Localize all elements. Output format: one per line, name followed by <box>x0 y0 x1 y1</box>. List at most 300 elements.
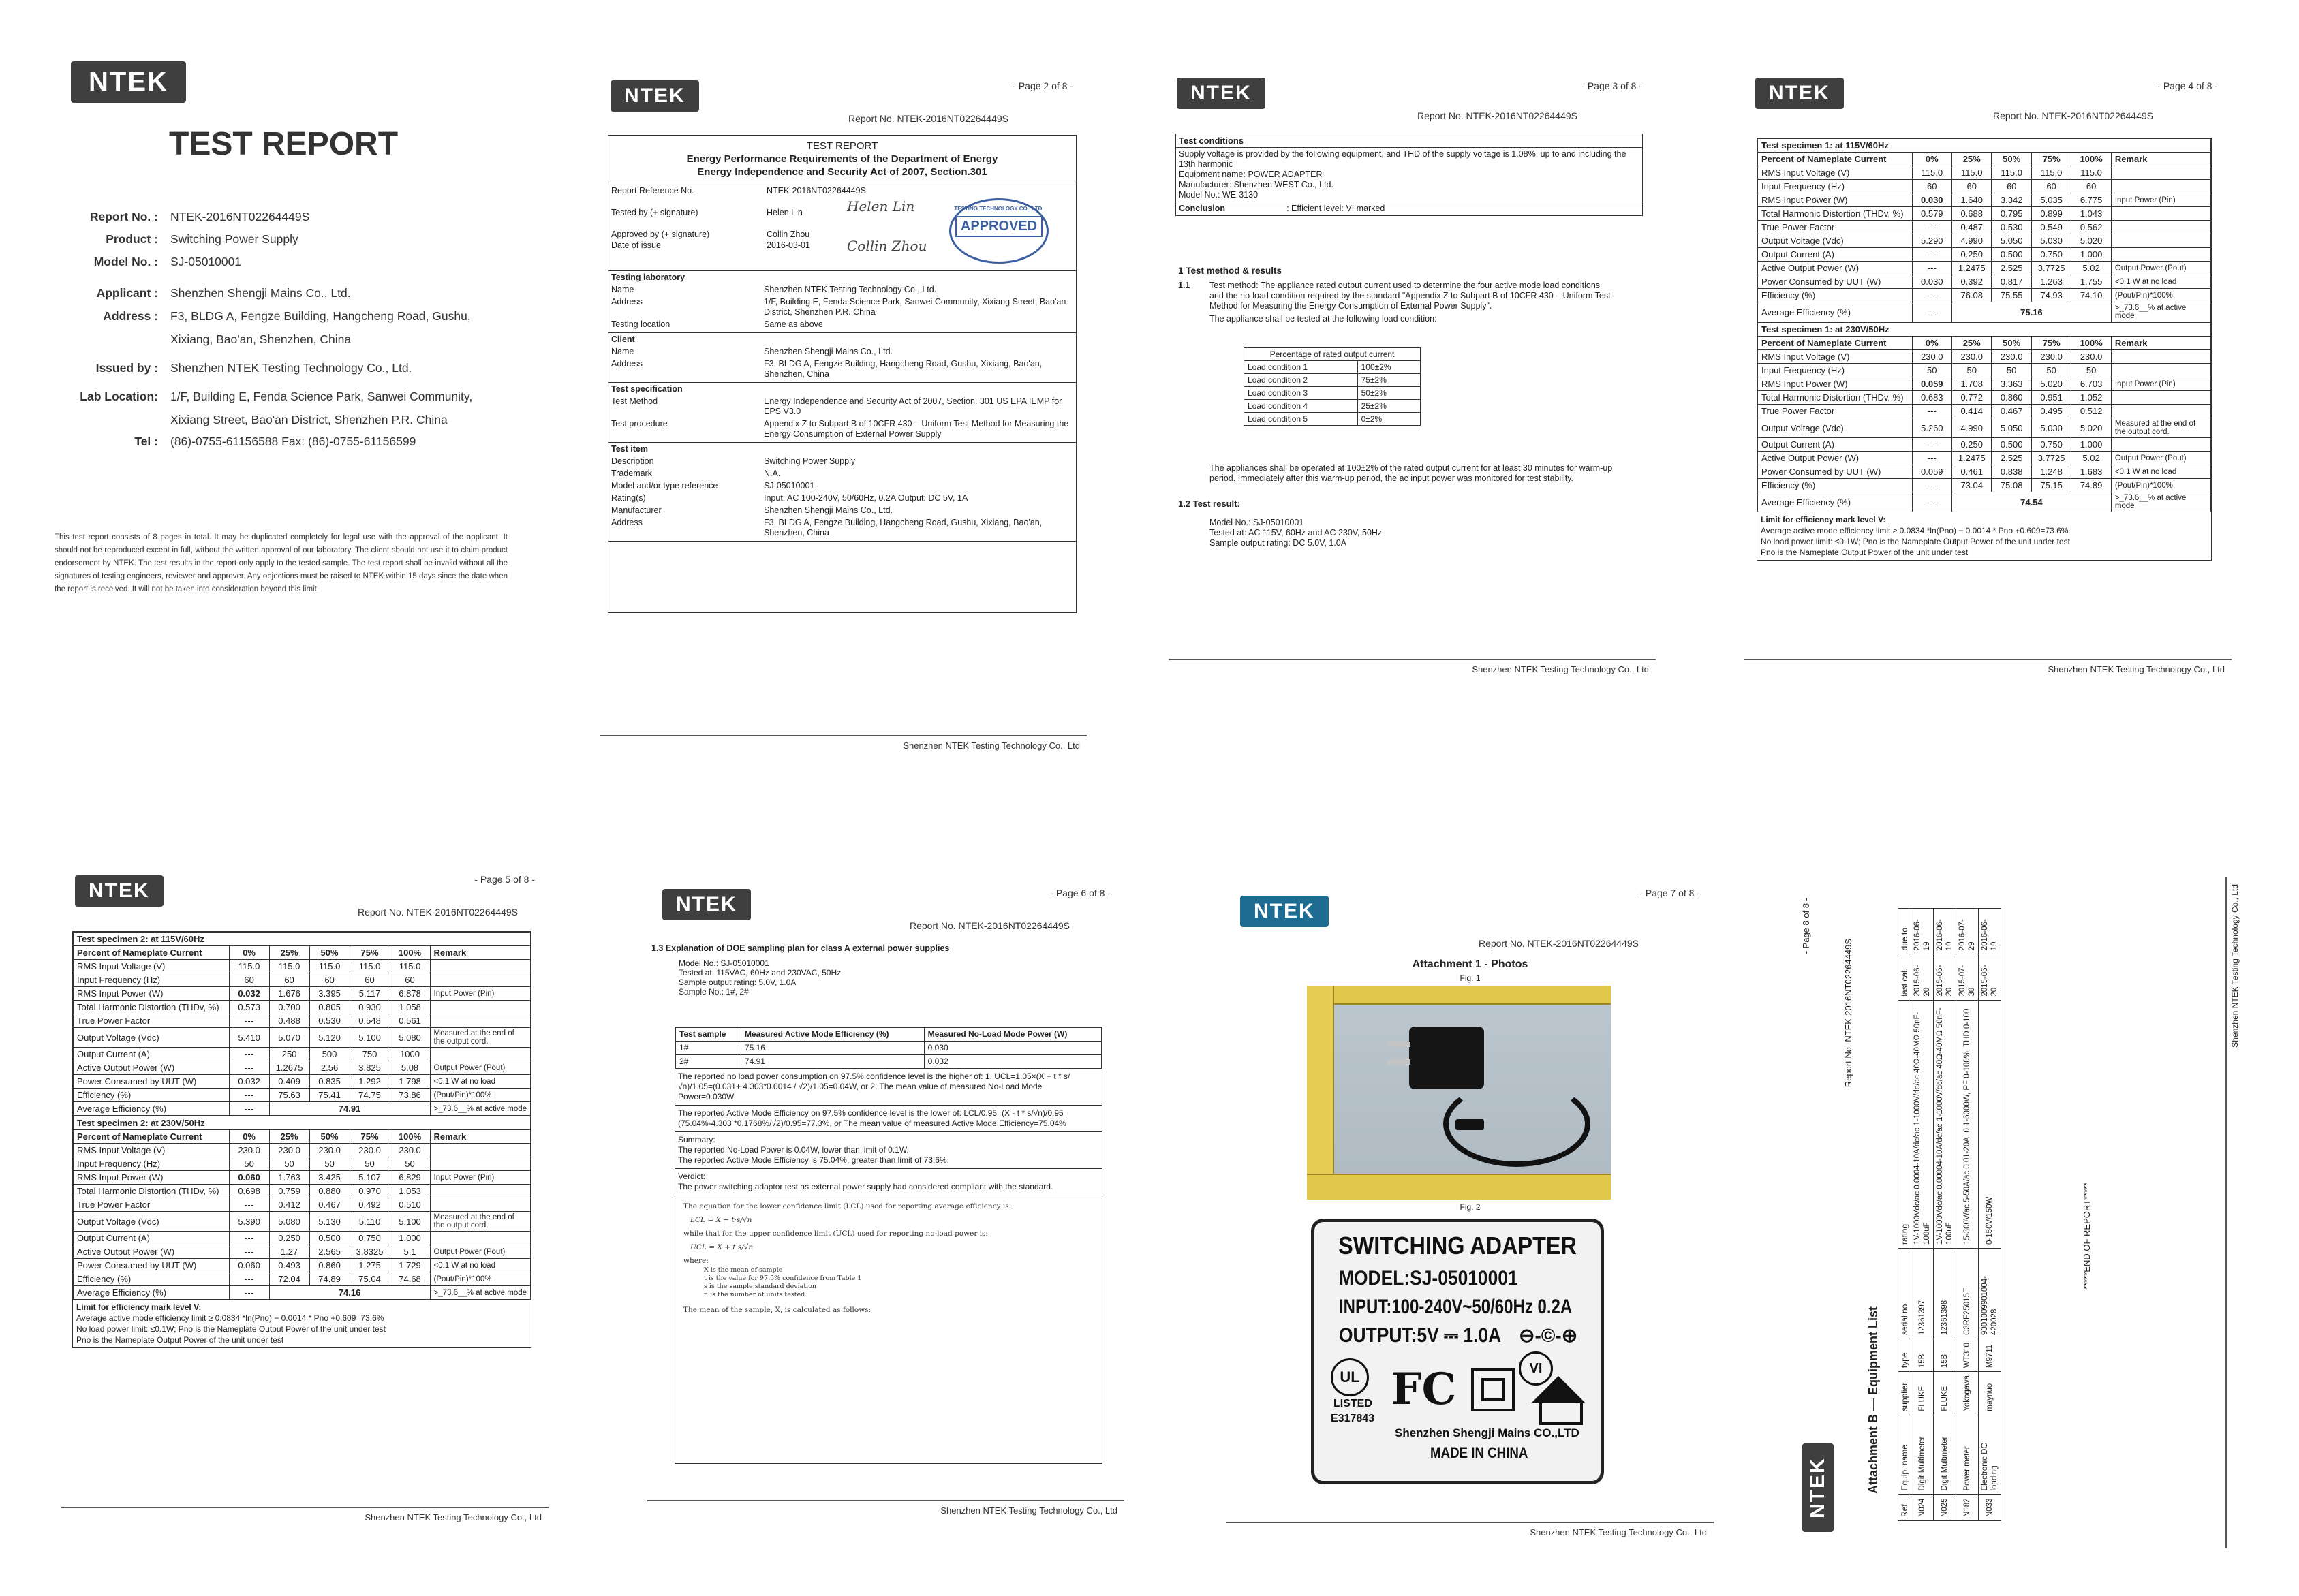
limit-line: No load power limit: ≤0.1W; Pno is the Nameplate Output Power of the unit under test <box>76 1324 386 1334</box>
adapter-prongs <box>1387 1042 1410 1047</box>
row-label: Active Output Power (W) <box>74 1245 230 1259</box>
column-header: 50% <box>1992 153 2031 166</box>
field-value: F3, BLDG A, Fengze Building, Hangcheng Road, Gushu, <box>170 309 471 323</box>
where-line: t is the value for 97.5% confidence from Table 1 <box>704 1274 862 1282</box>
row-value: 1.2675 <box>269 1061 309 1075</box>
specimen-row <box>74 1212 531 1232</box>
row-value: --- <box>1912 479 1951 492</box>
row-value: --- <box>229 1286 269 1300</box>
indoor-house-body <box>1539 1403 1583 1425</box>
adapter-body <box>1409 1027 1484 1089</box>
row-value: 0.530 <box>1992 221 2031 234</box>
row-value: 1.052 <box>2071 391 2111 405</box>
row-value: 5.020 <box>2071 418 2111 438</box>
report-number: Report No. NTEK-2016NT02264449S <box>1417 110 1577 121</box>
equipment-cell: 0-150V/150W <box>1979 1000 2001 1248</box>
formula-intro: The equation for the lower confidence limit (LCL) used for reporting average efficiency is: <box>683 1202 1012 1210</box>
row-value: 5.020 <box>2071 234 2111 248</box>
label-model: MODEL:SJ-05010001 <box>1339 1267 1518 1289</box>
end-of-report: *****END OF REPORT***** <box>2082 1182 2092 1289</box>
page-footer: Shenzhen NTEK Testing Technology Co., Ltd <box>1744 659 2232 674</box>
row-value: 1.000 <box>2071 248 2111 262</box>
field-label: Tel : <box>134 435 158 448</box>
row-value: 0.414 <box>1952 405 1992 418</box>
specimen-row <box>1758 465 2211 479</box>
row-label: Total Harmonic Distortion (THDv, %) <box>74 1001 230 1014</box>
column-header: type <box>1898 1339 1911 1372</box>
row-value: --- <box>1912 248 1951 262</box>
load-row <box>1244 361 1421 374</box>
column-header: 25% <box>269 946 309 960</box>
row-key: Date of issue <box>611 240 661 250</box>
row-value: 1.043 <box>2071 207 2111 221</box>
row-value: 5.035 <box>2031 193 2071 207</box>
row-value: 0.549 <box>2031 221 2071 234</box>
column-header: last cal. <box>1898 954 1911 1000</box>
row-value: --- <box>229 1061 269 1075</box>
column-header: Equip. name <box>1898 1415 1911 1495</box>
specimen-row <box>1758 452 2211 465</box>
section-row <box>611 419 1073 439</box>
specimen-title: Test specimen 1: at 230V/50Hz <box>1758 323 2211 337</box>
load-condition: Load condition 2 <box>1244 374 1358 387</box>
row-remark <box>430 973 530 987</box>
row-value: 50 <box>229 1157 269 1171</box>
row-remark <box>430 1157 530 1171</box>
info-line: Sample No.: 1#, 2# <box>679 987 749 997</box>
load-row <box>1244 400 1421 413</box>
row-value: 5.130 <box>309 1212 350 1232</box>
equipment-cell: 12361397 <box>1911 1248 1934 1339</box>
results-cell: 74.91 <box>741 1055 924 1069</box>
ntek-logo: NTEK <box>1802 1443 1834 1532</box>
row-value: F3, BLDG A, Fengze Building, Hangcheng Road, Gushu, Xixiang, Bao'an, Shenzhen, China <box>764 518 1043 537</box>
equipment-cell: FLUKE <box>1934 1372 1956 1415</box>
row-value: 72.04 <box>269 1272 309 1286</box>
row-value: Input: AC 100-240V, 50/60Hz, 0.2A Output: DC 5V, 1A <box>764 493 968 503</box>
section-row <box>611 518 1073 538</box>
row-value: 0.487 <box>1952 221 1992 234</box>
row-value: 5.390 <box>229 1212 269 1232</box>
info-line: Tested at: 115VAC, 60Hz and 230VAC, 50Hz <box>679 968 842 977</box>
specimen-row <box>1758 262 2211 275</box>
formula-where: where: <box>683 1257 709 1265</box>
fcc-logo-icon: FC <box>1391 1364 1457 1415</box>
ntek-logo: NTEK <box>1240 896 1329 927</box>
row-key: Address <box>611 518 643 527</box>
row-value: 3.395 <box>309 987 350 1001</box>
row-value: Shenzhen Shengji Mains Co., Ltd. <box>764 505 893 515</box>
section-row <box>611 469 1073 479</box>
row-value: 5.030 <box>2031 418 2071 438</box>
condition-line: Equipment name: POWER ADAPTER <box>1179 170 1323 179</box>
specimen-row <box>74 1075 531 1089</box>
row-value: 74.75 <box>350 1089 390 1102</box>
row-value: --- <box>1912 302 1951 322</box>
column-header: Remark <box>2111 337 2210 350</box>
field-label: Lab Location: <box>80 390 158 403</box>
specimen-row <box>1758 418 2211 438</box>
column-header: 100% <box>390 946 430 960</box>
row-label: Output Current (A) <box>74 1048 230 1061</box>
column-header: Remark <box>430 1130 530 1144</box>
row-value: 0.880 <box>309 1185 350 1198</box>
row-value: 74.10 <box>2071 289 2111 302</box>
column-header: Percent of Nameplate Current <box>74 946 230 960</box>
equipment-cell: N033 <box>1979 1495 2001 1521</box>
page-number: - Page 7 of 8 - <box>1639 888 1700 898</box>
row-value: Collin Zhou <box>767 230 810 239</box>
row-value: 0.561 <box>390 1014 430 1028</box>
row-value: N.A. <box>764 469 781 478</box>
adapter-photo <box>1307 986 1611 1200</box>
row-remark <box>430 1198 530 1212</box>
row-value: 3.8325 <box>350 1245 390 1259</box>
row-value: 5.080 <box>269 1212 309 1232</box>
load-condition: Load condition 4 <box>1244 400 1358 413</box>
field-value: NTEK-2016NT02264449S <box>170 210 310 223</box>
specimen-tables-box <box>1757 138 2212 561</box>
equipment-cell: N024 <box>1911 1495 1934 1521</box>
conclusion-label: Conclusion <box>1179 204 1226 213</box>
specimen-row <box>1758 166 2211 180</box>
row-value: 73.86 <box>390 1089 430 1102</box>
column-header: Remark <box>2111 153 2210 166</box>
row-key: Test Method <box>611 396 658 406</box>
where-line: n is the number of units tested <box>704 1291 805 1298</box>
section-title: Test item <box>611 444 648 454</box>
results-header-row <box>676 1028 1102 1042</box>
label-input: INPUT:100-240V~50/60Hz 0.2A <box>1339 1296 1573 1318</box>
row-value: 6.878 <box>390 987 430 1001</box>
conditions-text: Supply voltage is provided by the following equipment, and THD of the supply voltage is 1.08%, up to and including the 13th harmonic <box>1179 149 1626 169</box>
label-maker: Shenzhen Shengji Mains CO.,LTD <box>1395 1426 1579 1439</box>
sample-info <box>679 958 841 997</box>
load-condition: Load condition 1 <box>1244 361 1358 374</box>
ntek-logo: NTEK <box>611 80 699 112</box>
formula-mean-line: The mean of the sample, X, is calculated as follows: <box>683 1306 871 1314</box>
row-value: 50 <box>2071 364 2111 377</box>
load-condition-table <box>1244 347 1421 426</box>
row-label: True Power Factor <box>1758 405 1913 418</box>
row-key: Model and/or type reference <box>611 481 718 490</box>
row-value: 0.838 <box>1992 465 2031 479</box>
specimen-row <box>74 1028 531 1048</box>
average-row <box>1758 302 2211 322</box>
row-label: Efficiency (%) <box>74 1089 230 1102</box>
page-6 <box>647 875 1124 1529</box>
row-value: 0.899 <box>2031 207 2071 221</box>
specimen-2-230v-table <box>73 1116 531 1300</box>
row-value: 60 <box>229 973 269 987</box>
sampling-box <box>675 1027 1102 1464</box>
row-value: 6.703 <box>2071 377 2111 391</box>
specimen-title-row <box>1758 139 2211 153</box>
row-label: Input Frequency (Hz) <box>74 1157 230 1171</box>
row-value: SJ-05010001 <box>764 481 815 490</box>
equipment-cell: WT310 <box>1956 1339 1979 1372</box>
specimen-header-row <box>74 946 531 960</box>
limit-line: Average active mode efficiency limit ≥ 0.0834 *ln(Pno) − 0.0014 * Pno +0.609=73.6% <box>76 1313 384 1323</box>
row-value: Helen Lin <box>767 208 803 217</box>
row-value: 4.990 <box>1952 234 1992 248</box>
row-value: 115.0 <box>390 960 430 973</box>
row-label: RMS Input Voltage (V) <box>1758 166 1913 180</box>
column-header: 0% <box>229 1130 269 1144</box>
load-percent: 100±2% <box>1357 361 1420 374</box>
row-value: 50 <box>1992 364 2031 377</box>
row-label: True Power Factor <box>74 1198 230 1212</box>
page-5 <box>61 862 549 1536</box>
level-vi-icon: VI <box>1519 1351 1553 1386</box>
load-percent: 75±2% <box>1357 374 1420 387</box>
field-label: Address : <box>103 309 158 323</box>
row-label: Active Output Power (W) <box>74 1061 230 1075</box>
row-remark <box>430 1048 530 1061</box>
row-key: Address <box>611 359 643 369</box>
row-value: 0.548 <box>350 1014 390 1028</box>
specimen-row <box>74 1259 531 1272</box>
section-title: Test specification <box>611 384 683 394</box>
sample-results-table <box>675 1027 1102 1069</box>
column-header: supplier <box>1898 1372 1911 1415</box>
column-header: 25% <box>1952 337 1992 350</box>
column-header: 50% <box>1992 337 2031 350</box>
limit-line: Pno is the Nameplate Output Power of the unit under test <box>1761 548 1969 557</box>
row-value: 3.363 <box>1992 377 2031 391</box>
row-remark <box>430 1014 530 1028</box>
field-value: 1/F, Building E, Fenda Science Park, Sanwei Community, <box>170 390 473 403</box>
section-1-1-text: Test method: The appliance rated output current used to determine the four active mode load conditions and the no-load condition required by the standard "Appendix Z to Subpart B of 10CFR 430 – Uniform Test Method for Measuring the Energy Consumption of External Power Supply". <box>1209 281 1611 311</box>
equipment-cell: Digit Multimeter <box>1934 1415 1956 1495</box>
report-section <box>608 443 1076 542</box>
row-value: 0.573 <box>229 1001 269 1014</box>
row-value: 5.08 <box>390 1061 430 1075</box>
row-value: 50 <box>1952 364 1992 377</box>
page-number: - Page 8 of 8 - <box>1801 898 1811 954</box>
test-conditions-box <box>1175 134 1643 216</box>
row-value: 75.04 <box>350 1272 390 1286</box>
report-section <box>608 383 1076 443</box>
row-label: Total Harmonic Distortion (THDv, %) <box>74 1185 230 1198</box>
row-value: 230.0 <box>229 1144 269 1157</box>
row-value: 1.2475 <box>1952 452 1992 465</box>
row-value: 0.492 <box>350 1198 390 1212</box>
row-value: 60 <box>309 973 350 987</box>
equipment-cell: 2016-06-19 <box>1979 909 2001 954</box>
row-value: 0.060 <box>229 1259 269 1272</box>
row-value: 0.412 <box>269 1198 309 1212</box>
active-text: The reported Active Mode Efficiency on 97.5% confidence level is the lower of: LCL/0.95=(X - t * s/√n)/0.95=(75.04%-4.303 *0.1768%/√2)/0.95=77.3%, or The mean value of measured Active Mode Efficiency=75.04% <box>675 1106 1102 1132</box>
row-label: Output Voltage (Vdc) <box>74 1028 230 1048</box>
row-value: 5.290 <box>1912 234 1951 248</box>
row-value: --- <box>229 1245 269 1259</box>
row-value: 1.292 <box>350 1075 390 1089</box>
row-remark <box>430 1144 530 1157</box>
row-value: 230.0 <box>1992 350 2031 364</box>
row-value: 0.530 <box>309 1014 350 1028</box>
row-key: Name <box>611 347 634 356</box>
formula-lcl: LCL = X − t·s/√n <box>690 1216 752 1224</box>
field-value: SJ-05010001 <box>170 255 242 268</box>
specimen-tables-box <box>72 931 531 1348</box>
row-value: Shenzhen NTEK Testing Technology Co., Ltd. <box>764 285 937 294</box>
row-value: 115.0 <box>269 960 309 973</box>
specimen-row <box>74 1061 531 1075</box>
limit-title: Limit for efficiency mark level V: <box>1761 515 1886 525</box>
row-value: 60 <box>1912 180 1951 193</box>
formula-where-lines <box>704 1266 1094 1299</box>
row-remark: (Pout/Pin)*100% <box>2111 289 2210 302</box>
report-number: Report No. NTEK-2016NT02264449S <box>1478 938 1639 949</box>
equipment-cell: C3RF25015E <box>1956 1248 1979 1339</box>
row-remark <box>2111 234 2210 248</box>
specimen-title: Test specimen 2: at 230V/50Hz <box>74 1116 531 1130</box>
form-title: TEST REPORT <box>806 140 878 152</box>
row-value: 0.030 <box>1912 275 1951 289</box>
column-header: Measured Active Mode Efficiency (%) <box>741 1028 924 1042</box>
specimen-title-row <box>74 933 531 946</box>
row-value: 60 <box>1952 180 1992 193</box>
row-value: --- <box>1912 405 1951 418</box>
limit-title: Limit for efficiency mark level V: <box>76 1302 202 1312</box>
specimen-row <box>74 1171 531 1185</box>
condition-line: Manufacturer: Shenzhen WEST Co., Ltd. <box>1179 180 1333 189</box>
row-label: Input Frequency (Hz) <box>1758 364 1913 377</box>
equipment-cell: N025 <box>1934 1495 1956 1521</box>
results-cell: 0.032 <box>924 1055 1101 1069</box>
row-value: 0.032 <box>229 987 269 1001</box>
column-header: Measured No-Load Mode Power (W) <box>924 1028 1101 1042</box>
specimen-row <box>1758 275 2211 289</box>
report-section <box>608 333 1076 383</box>
row-value: NTEK-2016NT02264449S <box>767 186 866 195</box>
field-label: Product : <box>106 232 158 246</box>
row-label: RMS Input Power (W) <box>74 987 230 1001</box>
section-row <box>611 481 1073 491</box>
row-value: 1.275 <box>350 1259 390 1272</box>
report-number: Report No. NTEK-2016NT02264449S <box>1992 110 2153 121</box>
ntek-logo: NTEK <box>1177 78 1265 109</box>
section-row <box>611 456 1073 467</box>
specimen-row <box>74 1089 531 1102</box>
row-value: 1.708 <box>1952 377 1992 391</box>
section-1-1-number: 1.1 <box>1178 281 1190 290</box>
row-label: Active Output Power (W) <box>1758 262 1913 275</box>
result-line: Model No.: SJ-05010001 <box>1209 518 1304 527</box>
row-value: 5.1 <box>390 1245 430 1259</box>
equipment-cell: 2016-07-29 <box>1956 909 1979 954</box>
row-value: 1.000 <box>390 1232 430 1245</box>
row-value: 0.250 <box>269 1232 309 1245</box>
row-value: 75.55 <box>1992 289 2031 302</box>
field-value: Shenzhen Shengji Mains Co., Ltd. <box>170 286 351 300</box>
row-value: 0.392 <box>1952 275 1992 289</box>
row-remark <box>2111 364 2210 377</box>
result-line: Sample output rating: DC 5.0V, 1.0A <box>1209 538 1347 548</box>
row-value: 230.0 <box>350 1144 390 1157</box>
row-value: 0.500 <box>1992 248 2031 262</box>
column-header: 0% <box>1912 337 1951 350</box>
row-value: 0.488 <box>269 1014 309 1028</box>
row-value: 50 <box>269 1157 309 1171</box>
equipment-cell: 1V-1000Vdc/ac 0.00004-10A/dc/ac 1-1000V/dc/ac 40Ω-40MΩ 50nF-100uF <box>1934 1000 1956 1248</box>
row-remark: (Pout/Pin)*100% <box>430 1089 530 1102</box>
approved-stamp <box>949 198 1049 264</box>
row-label: Input Frequency (Hz) <box>1758 180 1913 193</box>
specimen-row <box>1758 289 2211 302</box>
row-value: 0.500 <box>1992 438 2031 452</box>
row-value: Same as above <box>764 319 823 329</box>
field-value: Shenzhen NTEK Testing Technology Co., Ltd. <box>170 361 412 375</box>
section-row <box>611 297 1073 317</box>
row-value: 0.500 <box>309 1232 350 1245</box>
row-value: 5.100 <box>350 1028 390 1048</box>
conditions-lines <box>1179 170 1639 200</box>
row-label: Efficiency (%) <box>1758 289 1913 302</box>
average-value: 74.91 <box>269 1102 430 1116</box>
results-row <box>676 1042 1102 1055</box>
section-row <box>611 359 1073 379</box>
specimen-row <box>74 1198 531 1212</box>
row-value: 0.683 <box>1912 391 1951 405</box>
section-row <box>611 493 1073 503</box>
row-value: 0.060 <box>229 1171 269 1185</box>
summary-line: The reported No-Load Power is 0.04W, lower than limit of 0.1W. <box>678 1145 909 1155</box>
row-value: 50 <box>309 1157 350 1171</box>
row-value: 50 <box>2031 364 2071 377</box>
row-label: RMS Input Power (W) <box>74 1171 230 1185</box>
info-line: Sample output rating: 5.0V, 1.0A <box>679 977 797 987</box>
row-value: 5.070 <box>269 1028 309 1048</box>
equipment-cell: N182 <box>1956 1495 1979 1521</box>
row-remark: Measured at the end of the output cord. <box>2111 418 2210 438</box>
section-title: Testing laboratory <box>611 272 685 282</box>
row-remark: >_73.6__% at active mode <box>2111 302 2210 322</box>
specimen-header-row <box>1758 337 2211 350</box>
row-value: 0.250 <box>1952 438 1992 452</box>
row-value: 1.053 <box>390 1185 430 1198</box>
column-header: Remark <box>430 946 530 960</box>
row-label: Power Consumed by UUT (W) <box>74 1075 230 1089</box>
specimen-row <box>1758 221 2211 234</box>
row-value: 5.410 <box>229 1028 269 1048</box>
row-value: 0.467 <box>1992 405 2031 418</box>
row-remark: >_73.6__% at active mode <box>430 1102 530 1116</box>
rotated-content <box>1795 877 2245 1548</box>
limit-block <box>73 1300 531 1347</box>
where-line: s is the sample standard deviation <box>704 1283 817 1290</box>
specimen-row <box>1758 438 2211 452</box>
section-row <box>611 505 1073 516</box>
field-label: Applicant : <box>96 286 158 300</box>
page-3 <box>1169 68 1656 749</box>
column-header: Test sample <box>676 1028 741 1042</box>
row-value: 250 <box>269 1048 309 1061</box>
row-value: 0.930 <box>350 1001 390 1014</box>
report-section <box>608 271 1076 333</box>
field-label: Report No. : <box>89 210 158 223</box>
row-value: 1.755 <box>2071 275 2111 289</box>
signature-collin: Collin Zhou <box>847 238 927 254</box>
load-condition: Load condition 5 <box>1244 413 1358 426</box>
test-result-lines <box>1209 518 1382 548</box>
row-value: --- <box>229 1272 269 1286</box>
ul-logo-icon: UL <box>1331 1358 1369 1396</box>
report-title: TEST REPORT <box>169 126 399 162</box>
row-value: 230.0 <box>309 1144 350 1157</box>
figure-2-caption: Fig. 2 <box>1460 1202 1481 1212</box>
